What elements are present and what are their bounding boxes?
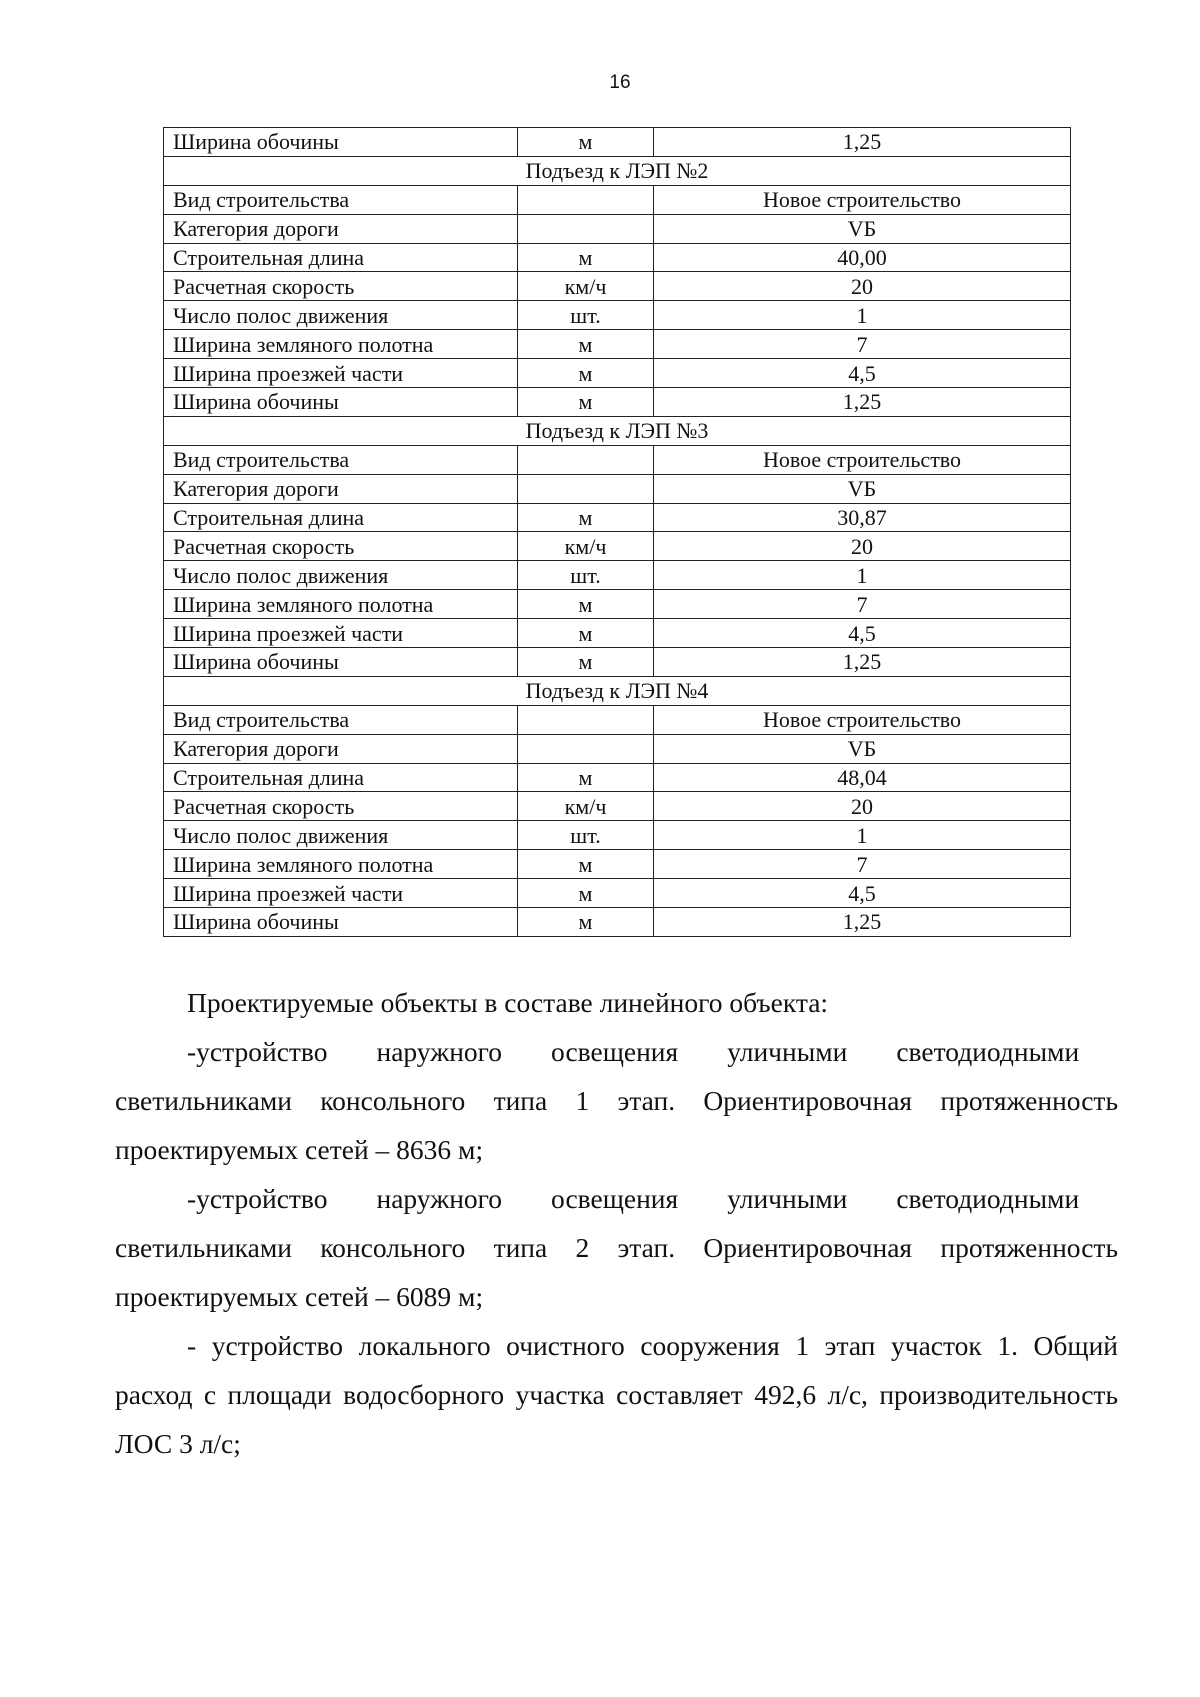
section-title: Подъезд к ЛЭП №2 <box>164 156 1071 185</box>
param-cell: Ширина земляного полотна <box>164 850 518 879</box>
unit-cell: м <box>518 850 654 879</box>
unit-cell: м <box>518 879 654 908</box>
unit-cell: м <box>518 908 654 937</box>
unit-cell: шт. <box>518 561 654 590</box>
param-cell: Ширина земляного полотна <box>164 590 518 619</box>
value-cell: 7 <box>654 590 1071 619</box>
table-row <box>164 359 1071 388</box>
value-cell: 1,25 <box>654 908 1071 937</box>
param-cell: Ширина обочины <box>164 648 518 677</box>
unit-cell <box>518 705 654 734</box>
list-item-1-line-1 <box>115 1027 1118 1076</box>
value-cell: VБ <box>654 474 1071 503</box>
unit-cell: м <box>518 128 654 157</box>
table-row <box>164 792 1071 821</box>
list-item-2-line-3: проектируемых сетей – 6089 м; <box>115 1281 484 1312</box>
param-cell: Ширина земляного полотна <box>164 330 518 359</box>
param-cell: Ширина проезжей части <box>164 359 518 388</box>
table-row <box>164 648 1071 677</box>
param-cell: Расчетная скорость <box>164 272 518 301</box>
table-row <box>164 128 1071 157</box>
table-row <box>164 301 1071 330</box>
section-title: Подъезд к ЛЭП №3 <box>164 416 1071 445</box>
list-dash: - <box>187 1036 197 1067</box>
value-cell: Новое строительство <box>654 705 1071 734</box>
table-row <box>164 214 1071 243</box>
value-cell: Новое строительство <box>654 445 1071 474</box>
value-cell: 7 <box>654 330 1071 359</box>
list-item-2-line-1 <box>115 1174 1118 1223</box>
list-item-2-text-a: устройство наружного освещения уличными светодиодными <box>196 1183 1080 1214</box>
unit-cell <box>518 734 654 763</box>
table-body <box>164 128 1071 937</box>
param-cell: Ширина проезжей части <box>164 619 518 648</box>
unit-cell: м <box>518 619 654 648</box>
param-cell: Категория дороги <box>164 214 518 243</box>
unit-cell: м <box>518 590 654 619</box>
table-row <box>164 821 1071 850</box>
unit-cell <box>518 474 654 503</box>
table-row <box>164 532 1071 561</box>
value-cell: 4,5 <box>654 619 1071 648</box>
table-row <box>164 705 1071 734</box>
param-cell: Вид строительства <box>164 445 518 474</box>
table-row <box>164 763 1071 792</box>
road-parameters-table <box>163 127 1071 937</box>
param-cell: Ширина обочины <box>164 128 518 157</box>
param-cell: Строительная длина <box>164 763 518 792</box>
value-cell: 1,25 <box>654 648 1071 677</box>
param-cell: Число полос движения <box>164 561 518 590</box>
table-row <box>164 879 1071 908</box>
value-cell: 1 <box>654 561 1071 590</box>
unit-cell: м <box>518 243 654 272</box>
param-cell: Строительная длина <box>164 503 518 532</box>
intro-paragraph: Проектируемые объекты в составе линейного объекта: <box>187 987 829 1018</box>
table-row <box>164 474 1071 503</box>
value-cell: 20 <box>654 792 1071 821</box>
param-cell: Вид строительства <box>164 705 518 734</box>
table-row <box>164 503 1071 532</box>
value-cell: Новое строительство <box>654 185 1071 214</box>
value-cell: 7 <box>654 850 1071 879</box>
value-cell: 20 <box>654 272 1071 301</box>
table-row <box>164 590 1071 619</box>
unit-cell <box>518 214 654 243</box>
value-cell: 1,25 <box>654 128 1071 157</box>
param-cell: Категория дороги <box>164 734 518 763</box>
table-row <box>164 243 1071 272</box>
value-cell: VБ <box>654 214 1071 243</box>
value-cell: 4,5 <box>654 359 1071 388</box>
section-title: Подъезд к ЛЭП №4 <box>164 676 1071 705</box>
table-row <box>164 908 1071 937</box>
section-row <box>164 676 1071 705</box>
value-cell: 1 <box>654 301 1071 330</box>
value-cell: 48,04 <box>654 763 1071 792</box>
value-cell: 30,87 <box>654 503 1071 532</box>
unit-cell: м <box>518 359 654 388</box>
value-cell: 40,00 <box>654 243 1071 272</box>
list-item-1-line-2: светильниками консольного типа 1 этап. Ориентировочная протяженность <box>115 1085 1118 1116</box>
page-number: 16 <box>609 72 631 93</box>
unit-cell: шт. <box>518 301 654 330</box>
param-cell: Расчетная скорость <box>164 532 518 561</box>
value-cell: 20 <box>654 532 1071 561</box>
unit-cell: км/ч <box>518 532 654 561</box>
unit-cell: шт. <box>518 821 654 850</box>
value-cell: 1,25 <box>654 388 1071 417</box>
section-row <box>164 416 1071 445</box>
unit-cell: м <box>518 388 654 417</box>
unit-cell: м <box>518 503 654 532</box>
unit-cell: км/ч <box>518 272 654 301</box>
table-row <box>164 272 1071 301</box>
list-item-3-line-1: - устройство локального очистного сооружения 1 этап участок 1. Общий <box>187 1330 1118 1361</box>
section-row <box>164 156 1071 185</box>
param-cell: Строительная длина <box>164 243 518 272</box>
param-cell: Ширина обочины <box>164 388 518 417</box>
table-row <box>164 619 1071 648</box>
param-cell: Вид строительства <box>164 185 518 214</box>
param-cell: Ширина проезжей части <box>164 879 518 908</box>
list-item-1-text-a: устройство наружного освещения уличными светодиодными <box>196 1036 1080 1067</box>
table-row <box>164 850 1071 879</box>
list-item-1-line-3: проектируемых сетей – 8636 м; <box>115 1134 484 1165</box>
param-cell: Число полос движения <box>164 821 518 850</box>
body-text <box>115 978 1118 1468</box>
unit-cell <box>518 445 654 474</box>
param-cell: Расчетная скорость <box>164 792 518 821</box>
table-row <box>164 445 1071 474</box>
unit-cell: м <box>518 763 654 792</box>
param-cell: Категория дороги <box>164 474 518 503</box>
list-dash: - <box>187 1183 197 1214</box>
value-cell: 1 <box>654 821 1071 850</box>
table-row <box>164 734 1071 763</box>
param-cell: Ширина обочины <box>164 908 518 937</box>
list-item-2-line-2: светильниками консольного типа 2 этап. Ориентировочная протяженность <box>115 1232 1118 1263</box>
unit-cell: км/ч <box>518 792 654 821</box>
value-cell: 4,5 <box>654 879 1071 908</box>
unit-cell: м <box>518 330 654 359</box>
table-row <box>164 185 1071 214</box>
list-item-3-line-2: расход с площади водосборного участка составляет 492,6 л/с, производительность <box>115 1379 1118 1410</box>
param-cell: Число полос движения <box>164 301 518 330</box>
table-row <box>164 561 1071 590</box>
unit-cell <box>518 185 654 214</box>
table-row <box>164 330 1071 359</box>
unit-cell: м <box>518 648 654 677</box>
table-row <box>164 388 1071 417</box>
value-cell: VБ <box>654 734 1071 763</box>
list-item-3-line-3: ЛОС 3 л/с; <box>115 1428 241 1459</box>
